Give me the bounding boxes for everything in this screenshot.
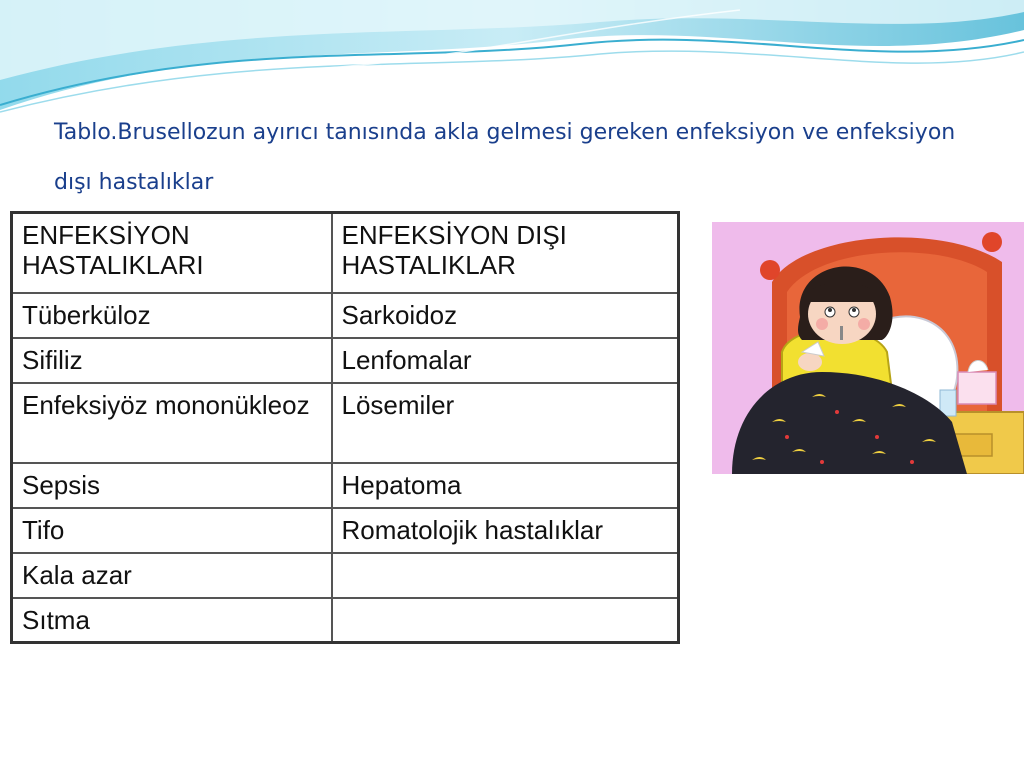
table-cell: Sarkoidoz: [332, 293, 679, 338]
table-cell: Romatolojik hastalıklar: [332, 508, 679, 553]
table-cell: Lösemiler: [332, 383, 679, 463]
table-cell: [332, 553, 679, 598]
header-non-infection-diseases: ENFEKSİYON DIŞI HASTALIKLAR: [332, 213, 679, 293]
sick-girl-in-bed-illustration: [712, 222, 1024, 474]
table-cell: Lenfomalar: [332, 338, 679, 383]
table-row: [12, 598, 679, 643]
table-cell: Sifiliz: [12, 338, 332, 383]
decorative-wave-header: [0, 0, 1024, 120]
table-row: [12, 508, 679, 553]
table-cell: Hepatoma: [332, 463, 679, 508]
table-cell: [332, 598, 679, 643]
table-cell: Enfeksiyöz mononükleoz: [12, 383, 332, 463]
table-cell: Tifo: [12, 508, 332, 553]
table-cell: Kala azar: [12, 553, 332, 598]
table-row: [12, 338, 679, 383]
table-row: [12, 463, 679, 508]
differential-diagnosis-table: [10, 211, 680, 644]
header-infection-diseases: ENFEKSİYON HASTALIKLARI: [12, 213, 332, 293]
table-cell: Tüberküloz: [12, 293, 332, 338]
table-cell: Sepsis: [12, 463, 332, 508]
table-cell: Sıtma: [12, 598, 332, 643]
table-row: [12, 553, 679, 598]
slide-title: Tablo.Brusellozun ayırıcı tanısında akla gelmesi gereken enfeksiyon ve enfeksiyon dışı hastalıklar: [54, 120, 956, 195]
table-row: [12, 293, 679, 338]
table-row: [12, 383, 679, 463]
table-header-row: [12, 213, 679, 293]
